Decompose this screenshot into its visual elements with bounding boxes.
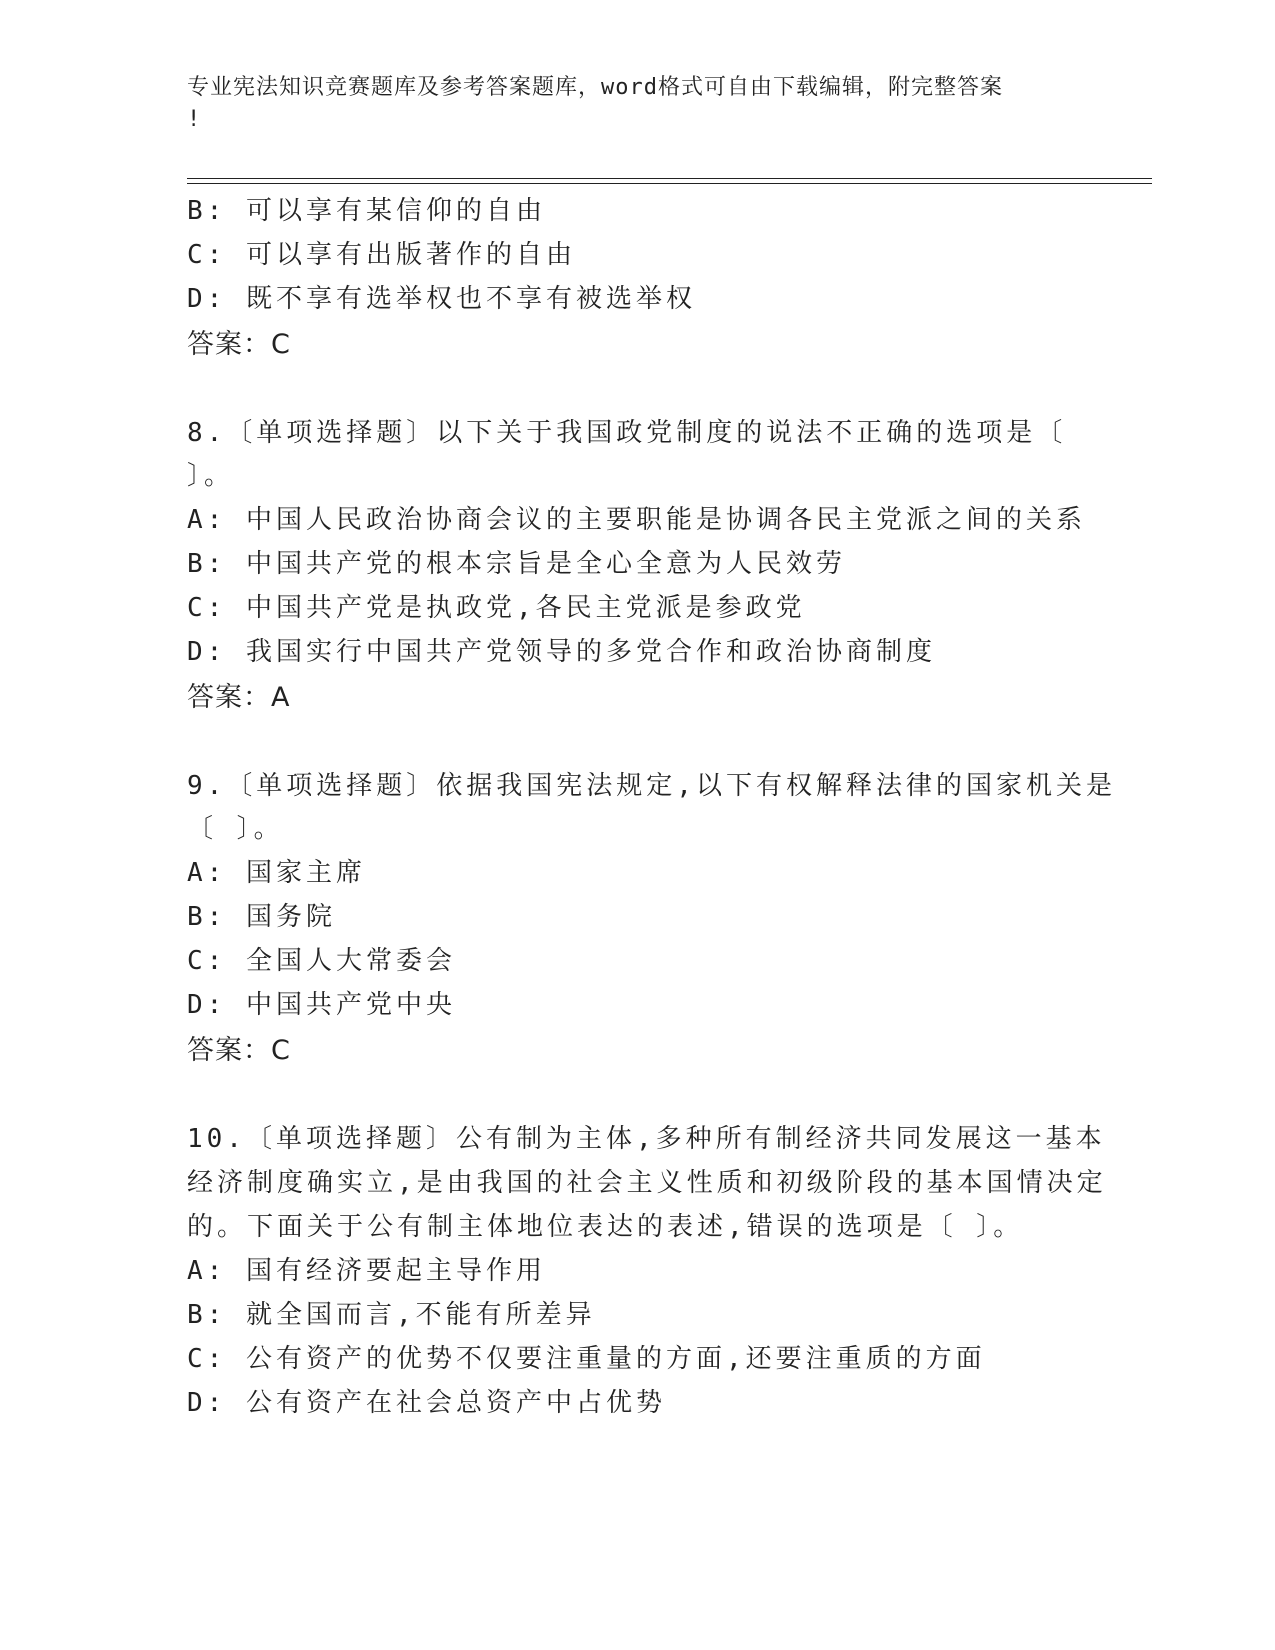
question-9-stem-cont: 〔 〕。 [187, 814, 284, 844]
question-9-answer: 答案：C [187, 1035, 291, 1066]
option-c: C: 可以享有出版著作的自由 [187, 240, 576, 270]
option-b: B: 可以享有某信仰的自由 [187, 196, 546, 226]
question-10-option-d: D: 公有资产在社会总资产中占优势 [187, 1388, 666, 1418]
question-9-stem: 9.〔单项选择题〕依据我国宪法规定,以下有权解释法律的国家机关是 [187, 771, 1116, 801]
question-8-option-a: A: 中国人民政治协商会议的主要职能是协调各民主党派之间的关系 [187, 505, 1086, 535]
question-8-stem-cont: 〕。 [187, 461, 235, 491]
question-8-option-d: D: 我国实行中国共产党领导的多党合作和政治协商制度 [187, 637, 936, 667]
header-divider-top [187, 178, 1152, 179]
question-8-option-c: C: 中国共产党是执政党,各民主党派是参政党 [187, 593, 806, 623]
header-title-continuation: ! [187, 107, 202, 132]
answer-line: 答案：C [187, 329, 291, 360]
question-9-option-c: C: 全国人大常委会 [187, 946, 456, 976]
question-9-option-d: D: 中国共产党中央 [187, 990, 456, 1020]
question-8-answer: 答案：A [187, 682, 291, 713]
question-10-stem-cont-1: 经济制度确实立,是由我国的社会主义性质和初级阶段的基本国情决定 [187, 1168, 1107, 1198]
question-8-option-b: B: 中国共产党的根本宗旨是全心全意为人民效劳 [187, 549, 846, 579]
question-9-option-b: B: 国务院 [187, 902, 336, 932]
question-10-option-c: C: 公有资产的优势不仅要注重量的方面,还要注重质的方面 [187, 1344, 986, 1374]
page-header [187, 72, 1067, 136]
question-10-stem-cont-2: 的。下面关于公有制主体地位表达的表述,错误的选项是〔 〕。 [187, 1212, 1024, 1242]
header-divider-bottom [187, 183, 1152, 184]
question-8-stem: 8.〔单项选择题〕以下关于我国政党制度的说法不正确的选项是〔 [187, 418, 1067, 448]
option-d: D: 既不享有选举权也不享有被选举权 [187, 284, 696, 314]
question-9-option-a: A: 国家主席 [187, 858, 366, 888]
header-title: 专业宪法知识竞赛题库及参考答案题库，word格式可自由下载编辑，附完整答案 [187, 75, 1003, 100]
question-10-stem: 10.〔单项选择题〕公有制为主体,多种所有制经济共同发展这一基本 [187, 1124, 1106, 1154]
question-10-option-a: A: 国有经济要起主导作用 [187, 1256, 546, 1286]
question-10-option-b: B: 就全国而言,不能有所差异 [187, 1300, 596, 1330]
